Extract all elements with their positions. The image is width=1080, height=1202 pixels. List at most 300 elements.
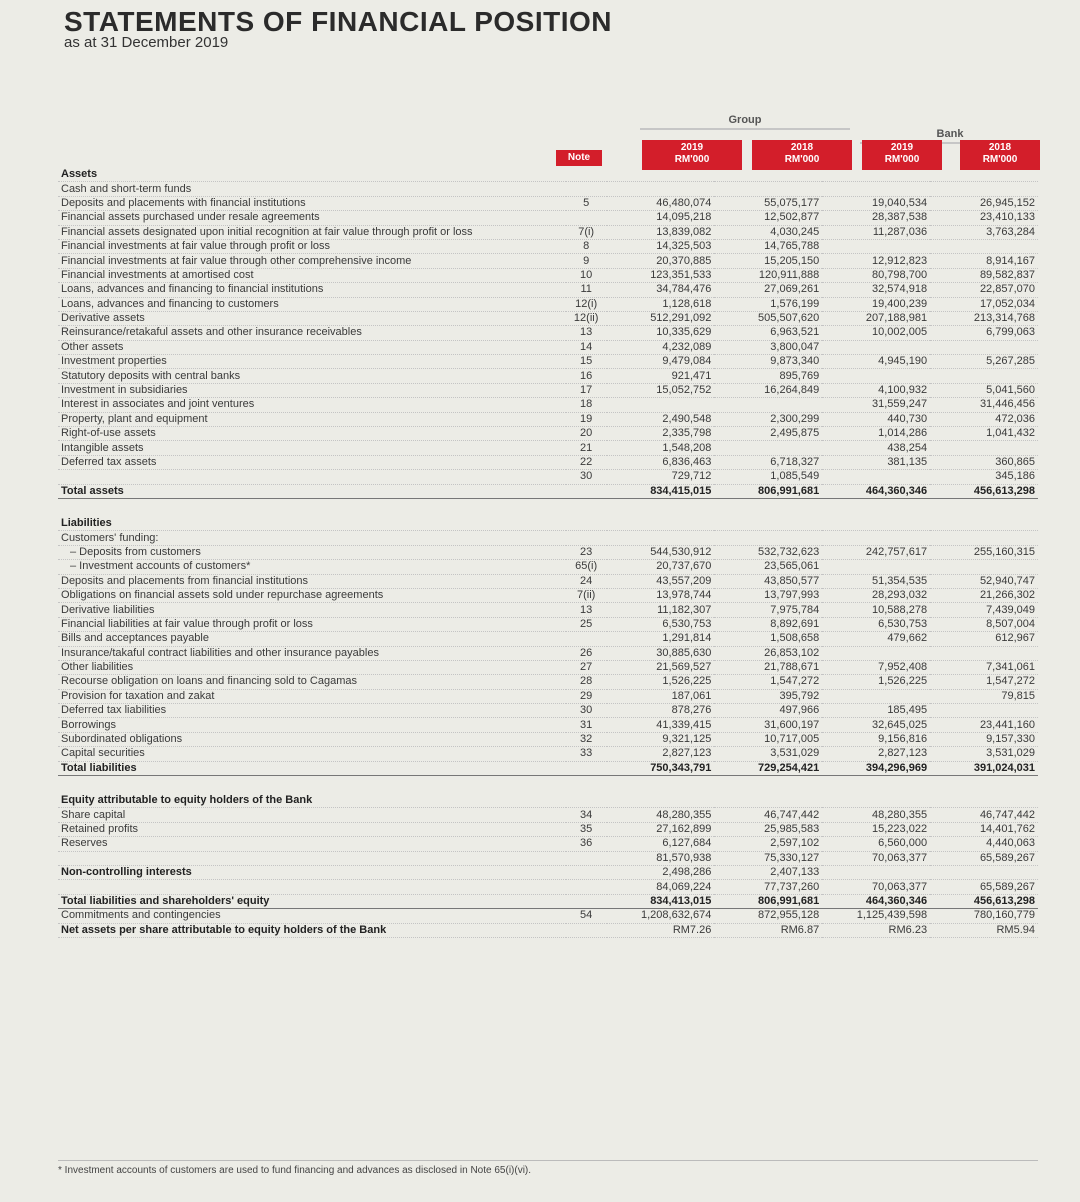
value-group-2018: 21,788,671	[714, 660, 822, 674]
column-header-bank-2018: 2018 RM'000	[960, 140, 1040, 170]
table-row	[58, 574, 1038, 588]
value-group-2018: 26,853,102	[714, 646, 822, 660]
value-bank-2019	[822, 498, 930, 517]
row-label	[58, 498, 566, 517]
value-group-2018: 6,963,521	[714, 326, 822, 340]
value-group-2018: 46,747,442	[714, 808, 822, 822]
row-label: Retained profits	[58, 822, 566, 836]
value-group-2018: 6,718,327	[714, 455, 822, 469]
value-group-2019: 1,128,618	[607, 297, 715, 311]
footnote: * Investment accounts of customers are used to fund financing and advances as disclosed in Note 65(i)(vi).	[58, 1160, 1038, 1176]
table-row	[58, 441, 1038, 455]
row-label: Reinsurance/retakaful assets and other insurance receivables	[58, 326, 566, 340]
value-group-2019: 20,737,670	[607, 560, 715, 574]
value-group-2018: 395,792	[714, 689, 822, 703]
row-label: Borrowings	[58, 718, 566, 732]
value-bank-2019	[822, 794, 930, 808]
row-label	[58, 880, 566, 894]
value-group-2018: 4,030,245	[714, 225, 822, 239]
value-bank-2019: 7,952,408	[822, 660, 930, 674]
row-note: 7(ii)	[566, 588, 607, 602]
row-note	[566, 894, 607, 908]
value-group-2019: 123,351,533	[607, 268, 715, 282]
value-bank-2019: 10,002,005	[822, 326, 930, 340]
value-group-2018: 14,765,788	[714, 239, 822, 253]
value-group-2019: 1,291,814	[607, 632, 715, 646]
row-note: 14	[566, 340, 607, 354]
value-bank-2018: 14,401,762	[930, 822, 1038, 836]
note-column-header: Note	[556, 150, 602, 166]
value-bank-2018: 7,439,049	[930, 603, 1038, 617]
value-group-2019: 1,548,208	[607, 441, 715, 455]
row-label: Provision for taxation and zakat	[58, 689, 566, 703]
row-note	[566, 182, 607, 196]
row-label: Investment in subsidiaries	[58, 383, 566, 397]
row-label: Assets	[58, 168, 566, 182]
value-bank-2018: 456,613,298	[930, 894, 1038, 908]
value-group-2019: 750,343,791	[607, 761, 715, 775]
value-group-2018	[714, 517, 822, 531]
table-row	[58, 588, 1038, 602]
table-row	[58, 268, 1038, 282]
value-group-2018: 2,300,299	[714, 412, 822, 426]
row-note: 26	[566, 646, 607, 660]
value-group-2019: 21,569,527	[607, 660, 715, 674]
row-note: 35	[566, 822, 607, 836]
table-row	[58, 880, 1038, 894]
value-bank-2019	[822, 646, 930, 660]
group-header-label: Group	[728, 114, 762, 126]
value-group-2019: 6,530,753	[607, 617, 715, 631]
value-bank-2019: 31,559,247	[822, 398, 930, 412]
row-label: Net assets per share attributable to equity holders of the Bank	[58, 923, 566, 937]
row-note: 33	[566, 747, 607, 761]
row-note: 54	[566, 909, 607, 923]
value-bank-2018: 8,507,004	[930, 617, 1038, 631]
value-bank-2018: 23,410,133	[930, 211, 1038, 225]
value-group-2019: 14,095,218	[607, 211, 715, 225]
value-bank-2018	[930, 182, 1038, 196]
value-bank-2018: 4,440,063	[930, 837, 1038, 851]
row-label	[58, 851, 566, 865]
value-bank-2018	[930, 704, 1038, 718]
value-bank-2019: 1,014,286	[822, 427, 930, 441]
table-row	[58, 196, 1038, 210]
table-row	[58, 761, 1038, 775]
row-note: 29	[566, 689, 607, 703]
value-bank-2019	[822, 517, 930, 531]
row-label: Right-of-use assets	[58, 427, 566, 441]
value-group-2019: 43,557,209	[607, 574, 715, 588]
row-note: 30	[566, 704, 607, 718]
value-group-2018: 23,565,061	[714, 560, 822, 574]
value-bank-2018	[930, 794, 1038, 808]
row-note: 12(i)	[566, 297, 607, 311]
value-group-2018: 31,600,197	[714, 718, 822, 732]
value-bank-2018	[930, 776, 1038, 795]
row-note: 13	[566, 326, 607, 340]
value-group-2018: 55,075,177	[714, 196, 822, 210]
value-bank-2018: 52,940,747	[930, 574, 1038, 588]
value-bank-2019: 242,757,617	[822, 545, 930, 559]
row-note	[566, 211, 607, 225]
value-group-2018: 43,850,577	[714, 574, 822, 588]
row-note	[566, 776, 607, 795]
row-label: Obligations on financial assets sold under repurchase agreements	[58, 588, 566, 602]
table-row	[58, 689, 1038, 703]
value-bank-2018: 65,589,267	[930, 880, 1038, 894]
value-bank-2018	[930, 865, 1038, 879]
value-bank-2018: 1,041,432	[930, 427, 1038, 441]
row-label: Insurance/takaful contract liabilities and other insurance payables	[58, 646, 566, 660]
value-bank-2019: 464,360,346	[822, 894, 930, 908]
value-group-2018: 497,966	[714, 704, 822, 718]
table-row	[58, 894, 1038, 908]
value-bank-2019: 6,560,000	[822, 837, 930, 851]
value-group-2019: 729,712	[607, 470, 715, 484]
row-note: 15	[566, 355, 607, 369]
table-row	[58, 398, 1038, 412]
row-note: 11	[566, 283, 607, 297]
value-bank-2019: 15,223,022	[822, 822, 930, 836]
table-row	[58, 254, 1038, 268]
value-bank-2019	[822, 369, 930, 383]
row-label: Financial liabilities at fair value through profit or loss	[58, 617, 566, 631]
value-bank-2019: RM6.23	[822, 923, 930, 937]
table-row	[58, 909, 1038, 923]
value-bank-2018: 79,815	[930, 689, 1038, 703]
value-group-2019: 6,836,463	[607, 455, 715, 469]
row-label: Customers' funding:	[58, 531, 566, 545]
row-note: 8	[566, 239, 607, 253]
row-label: Cash and short-term funds	[58, 182, 566, 196]
value-group-2019: 834,415,015	[607, 484, 715, 498]
row-note: 34	[566, 808, 607, 822]
value-group-2019: 878,276	[607, 704, 715, 718]
value-group-2019: 84,069,224	[607, 880, 715, 894]
table-row	[58, 484, 1038, 498]
value-group-2019: 1,526,225	[607, 675, 715, 689]
row-note: 16	[566, 369, 607, 383]
value-bank-2019: 28,293,032	[822, 588, 930, 602]
value-group-2019	[607, 776, 715, 795]
value-bank-2019	[822, 470, 930, 484]
value-bank-2018: RM5.94	[930, 923, 1038, 937]
value-bank-2019: 19,400,239	[822, 297, 930, 311]
value-bank-2019	[822, 776, 930, 795]
bank-header-label: Bank	[936, 128, 964, 140]
row-label: – Deposits from customers	[58, 545, 566, 559]
row-note	[566, 761, 607, 775]
value-bank-2019: 12,912,823	[822, 254, 930, 268]
value-group-2018: 2,407,133	[714, 865, 822, 879]
table-row	[58, 660, 1038, 674]
table-row	[58, 225, 1038, 239]
row-label	[58, 470, 566, 484]
value-group-2018	[714, 168, 822, 182]
table-row	[58, 182, 1038, 196]
value-group-2019	[607, 398, 715, 412]
row-label: Loans, advances and financing to customers	[58, 297, 566, 311]
value-group-2019: 834,413,015	[607, 894, 715, 908]
value-group-2019: 10,335,629	[607, 326, 715, 340]
value-bank-2019	[822, 560, 930, 574]
column-header-bank-2019: 2019 RM'000	[862, 140, 942, 170]
row-label: Statutory deposits with central banks	[58, 369, 566, 383]
table-row	[58, 211, 1038, 225]
row-label: Subordinated obligations	[58, 732, 566, 746]
table-row	[58, 822, 1038, 836]
table-row	[58, 517, 1038, 531]
table-row	[58, 311, 1038, 325]
value-bank-2018: 17,052,034	[930, 297, 1038, 311]
row-note	[566, 923, 607, 937]
row-note: 36	[566, 837, 607, 851]
row-label: Commitments and contingencies	[58, 909, 566, 923]
value-group-2019: 15,052,752	[607, 383, 715, 397]
value-group-2019: 11,182,307	[607, 603, 715, 617]
row-label: Other liabilities	[58, 660, 566, 674]
value-bank-2018: 23,441,160	[930, 718, 1038, 732]
value-bank-2018: 65,589,267	[930, 851, 1038, 865]
row-note: 12(ii)	[566, 311, 607, 325]
row-note: 27	[566, 660, 607, 674]
value-group-2019: 9,479,084	[607, 355, 715, 369]
value-group-2018: 12,502,877	[714, 211, 822, 225]
value-group-2018: 9,873,340	[714, 355, 822, 369]
table-row	[58, 340, 1038, 354]
value-group-2019: 2,827,123	[607, 747, 715, 761]
row-note: 20	[566, 427, 607, 441]
value-group-2018: 16,264,849	[714, 383, 822, 397]
table-row	[58, 747, 1038, 761]
value-group-2018: 729,254,421	[714, 761, 822, 775]
value-bank-2018	[930, 168, 1038, 182]
column-header-group-2019: 2019 RM'000	[642, 140, 742, 170]
value-bank-2018	[930, 239, 1038, 253]
table-row	[58, 718, 1038, 732]
value-group-2018: 3,531,029	[714, 747, 822, 761]
value-group-2019: 9,321,125	[607, 732, 715, 746]
value-group-2019: 544,530,912	[607, 545, 715, 559]
value-group-2019	[607, 498, 715, 517]
table-row	[58, 355, 1038, 369]
row-label: – Investment accounts of customers*	[58, 560, 566, 574]
value-bank-2019	[822, 168, 930, 182]
value-bank-2019	[822, 340, 930, 354]
table-row	[58, 369, 1038, 383]
value-group-2019: 1,208,632,674	[607, 909, 715, 923]
value-group-2019: 2,498,286	[607, 865, 715, 879]
value-bank-2019	[822, 865, 930, 879]
table-row	[58, 470, 1038, 484]
table-row	[58, 326, 1038, 340]
page-subtitle: as at 31 December 2019	[64, 34, 229, 51]
table-row	[58, 851, 1038, 865]
value-group-2018: 806,991,681	[714, 484, 822, 498]
value-group-2019: 2,490,548	[607, 412, 715, 426]
value-bank-2019: 9,156,816	[822, 732, 930, 746]
table-row	[58, 560, 1038, 574]
row-label: Financial assets purchased under resale agreements	[58, 211, 566, 225]
value-bank-2019: 4,945,190	[822, 355, 930, 369]
value-bank-2019: 381,135	[822, 455, 930, 469]
value-bank-2018	[930, 560, 1038, 574]
value-group-2019: 20,370,885	[607, 254, 715, 268]
row-note	[566, 880, 607, 894]
value-bank-2018: 456,613,298	[930, 484, 1038, 498]
value-bank-2019	[822, 531, 930, 545]
value-bank-2019: 1,125,439,598	[822, 909, 930, 923]
table-row	[58, 412, 1038, 426]
table-row	[58, 498, 1038, 517]
value-group-2018	[714, 776, 822, 795]
value-group-2018: 10,717,005	[714, 732, 822, 746]
table-row	[58, 603, 1038, 617]
value-bank-2019: 479,662	[822, 632, 930, 646]
table-row	[58, 427, 1038, 441]
row-note	[566, 865, 607, 879]
value-group-2018	[714, 182, 822, 196]
row-label: Recourse obligation on loans and financing sold to Cagamas	[58, 675, 566, 689]
table-row	[58, 239, 1038, 253]
value-bank-2019: 10,588,278	[822, 603, 930, 617]
value-bank-2019: 6,530,753	[822, 617, 930, 631]
row-note: 24	[566, 574, 607, 588]
value-bank-2019: 32,645,025	[822, 718, 930, 732]
row-note: 5	[566, 196, 607, 210]
value-group-2018	[714, 794, 822, 808]
value-group-2018: 77,737,260	[714, 880, 822, 894]
value-group-2019: 13,839,082	[607, 225, 715, 239]
row-label: Deferred tax assets	[58, 455, 566, 469]
row-note	[566, 794, 607, 808]
row-label: Other assets	[58, 340, 566, 354]
value-bank-2018: 3,531,029	[930, 747, 1038, 761]
value-group-2019	[607, 182, 715, 196]
value-bank-2018: 3,763,284	[930, 225, 1038, 239]
table-row	[58, 704, 1038, 718]
value-bank-2018	[930, 498, 1038, 517]
row-label: Loans, advances and financing to financial institutions	[58, 283, 566, 297]
value-group-2018: 505,507,620	[714, 311, 822, 325]
value-group-2019: 921,471	[607, 369, 715, 383]
value-group-2018: 2,597,102	[714, 837, 822, 851]
row-label: Intangible assets	[58, 441, 566, 455]
value-group-2018	[714, 531, 822, 545]
table-row	[58, 808, 1038, 822]
value-bank-2019: 207,188,981	[822, 311, 930, 325]
row-note	[566, 498, 607, 517]
value-bank-2018: 21,266,302	[930, 588, 1038, 602]
table-row	[58, 168, 1038, 182]
row-note	[566, 531, 607, 545]
value-bank-2019: 11,287,036	[822, 225, 930, 239]
value-bank-2018: 345,186	[930, 470, 1038, 484]
row-label: Bills and acceptances payable	[58, 632, 566, 646]
row-label: Total assets	[58, 484, 566, 498]
row-note: 31	[566, 718, 607, 732]
row-label: Financial investments at fair value through other comprehensive income	[58, 254, 566, 268]
value-group-2019: 6,127,684	[607, 837, 715, 851]
table-row	[58, 865, 1038, 879]
table-row	[58, 531, 1038, 545]
row-note: 19	[566, 412, 607, 426]
row-note: 30	[566, 470, 607, 484]
row-note: 23	[566, 545, 607, 559]
value-group-2019: 14,325,503	[607, 239, 715, 253]
value-bank-2018: 8,914,167	[930, 254, 1038, 268]
value-bank-2019: 2,827,123	[822, 747, 930, 761]
row-note: 10	[566, 268, 607, 282]
value-bank-2019: 1,526,225	[822, 675, 930, 689]
value-bank-2019: 4,100,932	[822, 383, 930, 397]
value-group-2018: 75,330,127	[714, 851, 822, 865]
value-bank-2018: 89,582,837	[930, 268, 1038, 282]
value-group-2018: 120,911,888	[714, 268, 822, 282]
value-bank-2018: 5,267,285	[930, 355, 1038, 369]
value-bank-2018: 9,157,330	[930, 732, 1038, 746]
value-bank-2018: 391,024,031	[930, 761, 1038, 775]
table-row	[58, 383, 1038, 397]
page-title: STATEMENTS OF FINANCIAL POSITION	[64, 6, 612, 37]
value-group-2018: 3,800,047	[714, 340, 822, 354]
value-group-2018: RM6.87	[714, 923, 822, 937]
table-row	[58, 283, 1038, 297]
value-group-2018: 872,955,128	[714, 909, 822, 923]
value-group-2019: 13,978,744	[607, 588, 715, 602]
value-bank-2018: 472,036	[930, 412, 1038, 426]
value-group-2018: 806,991,681	[714, 894, 822, 908]
value-bank-2018: 26,945,152	[930, 196, 1038, 210]
row-label: Financial investments at amortised cost	[58, 268, 566, 282]
value-bank-2018: 780,160,779	[930, 909, 1038, 923]
row-note	[566, 632, 607, 646]
value-group-2019: 46,480,074	[607, 196, 715, 210]
row-label: Deposits and placements with financial institutions	[58, 196, 566, 210]
table-row	[58, 617, 1038, 631]
value-group-2018: 8,892,691	[714, 617, 822, 631]
value-group-2018: 1,547,272	[714, 675, 822, 689]
value-group-2019	[607, 531, 715, 545]
value-bank-2018	[930, 340, 1038, 354]
value-group-2019	[607, 168, 715, 182]
value-group-2019: 187,061	[607, 689, 715, 703]
value-bank-2018: 1,547,272	[930, 675, 1038, 689]
row-note: 13	[566, 603, 607, 617]
row-note	[566, 168, 607, 182]
table-row	[58, 794, 1038, 808]
row-note	[566, 851, 607, 865]
value-group-2019: 34,784,476	[607, 283, 715, 297]
value-bank-2018	[930, 517, 1038, 531]
value-bank-2019: 70,063,377	[822, 851, 930, 865]
value-bank-2019: 28,387,538	[822, 211, 930, 225]
row-note: 18	[566, 398, 607, 412]
value-group-2018	[714, 441, 822, 455]
column-header-group-2018: 2018 RM'000	[752, 140, 852, 170]
row-label: Financial investments at fair value through profit or loss	[58, 239, 566, 253]
table-row	[58, 545, 1038, 559]
value-bank-2019: 394,296,969	[822, 761, 930, 775]
row-note: 22	[566, 455, 607, 469]
row-label: Property, plant and equipment	[58, 412, 566, 426]
value-group-2019: 41,339,415	[607, 718, 715, 732]
value-group-2018: 13,797,993	[714, 588, 822, 602]
value-group-2018	[714, 398, 822, 412]
value-bank-2019: 464,360,346	[822, 484, 930, 498]
value-bank-2019: 48,280,355	[822, 808, 930, 822]
